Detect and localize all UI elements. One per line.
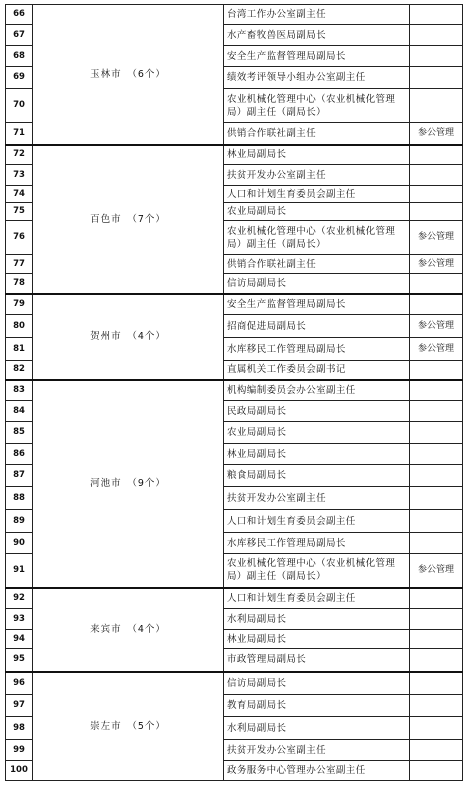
row-number: 83 bbox=[6, 380, 33, 401]
row-number: 91 bbox=[6, 554, 33, 588]
position-title: 招商促进局副局长 bbox=[224, 315, 410, 338]
position-title: 供销合作联社副主任 bbox=[224, 255, 410, 274]
row-number: 84 bbox=[6, 401, 33, 422]
position-title: 农业机械化管理中心（农业机械化管理局）副主任（副局长） bbox=[224, 554, 410, 588]
position-title: 粮食局副局长 bbox=[224, 465, 410, 487]
position-title: 林业局副局长 bbox=[224, 444, 410, 465]
row-number: 93 bbox=[6, 609, 33, 630]
row-number: 81 bbox=[6, 338, 33, 361]
row-number: 87 bbox=[6, 465, 33, 487]
remark bbox=[410, 533, 463, 554]
row-number: 68 bbox=[6, 46, 33, 67]
row-number: 85 bbox=[6, 422, 33, 444]
row-number: 78 bbox=[6, 274, 33, 294]
position-title: 水利局副局长 bbox=[224, 717, 410, 740]
table-row bbox=[6, 5, 463, 25]
remark bbox=[410, 740, 463, 761]
position-title: 水利局副局长 bbox=[224, 609, 410, 630]
position-title: 机构编制委员会办公室副主任 bbox=[224, 380, 410, 401]
remark bbox=[410, 145, 463, 165]
position-title: 政务服务中心管理办公室副主任 bbox=[224, 761, 410, 781]
remark bbox=[410, 294, 463, 315]
table-row bbox=[6, 145, 463, 165]
remark bbox=[410, 5, 463, 25]
remark bbox=[410, 717, 463, 740]
remark bbox=[410, 672, 463, 695]
row-number: 92 bbox=[6, 588, 33, 609]
remark: 参公管理 bbox=[410, 255, 463, 274]
remark: 参公管理 bbox=[410, 338, 463, 361]
position-title: 水库移民工作管理局副局长 bbox=[224, 338, 410, 361]
position-title: 供销合作联社副主任 bbox=[224, 123, 410, 145]
row-number: 71 bbox=[6, 123, 33, 145]
table-row bbox=[6, 672, 463, 695]
remark bbox=[410, 630, 463, 649]
remark bbox=[410, 274, 463, 294]
row-number: 100 bbox=[6, 761, 33, 781]
row-number: 69 bbox=[6, 67, 33, 89]
table-row bbox=[6, 380, 463, 401]
table-body bbox=[6, 5, 463, 781]
position-title: 扶贫开发办公室副主任 bbox=[224, 740, 410, 761]
position-title: 市政管理局副局长 bbox=[224, 649, 410, 672]
position-title: 农业机械化管理中心（农业机械化管理局）副主任（副局长） bbox=[224, 89, 410, 123]
remark bbox=[410, 25, 463, 46]
row-number: 97 bbox=[6, 695, 33, 717]
row-number: 82 bbox=[6, 361, 33, 380]
row-number: 72 bbox=[6, 145, 33, 165]
remark bbox=[410, 89, 463, 123]
remark bbox=[410, 609, 463, 630]
row-number: 95 bbox=[6, 649, 33, 672]
position-title: 水产畜牧兽医局副局长 bbox=[224, 25, 410, 46]
position-title: 水库移民工作管理局副局长 bbox=[224, 533, 410, 554]
position-title: 安全生产监督管理局副局长 bbox=[224, 46, 410, 67]
city-name: 贺州市 （4个） bbox=[33, 294, 224, 380]
row-number: 79 bbox=[6, 294, 33, 315]
remark bbox=[410, 401, 463, 422]
row-number: 66 bbox=[6, 5, 33, 25]
remark: 参公管理 bbox=[410, 554, 463, 588]
remark bbox=[410, 649, 463, 672]
row-number: 70 bbox=[6, 89, 33, 123]
remark bbox=[410, 46, 463, 67]
position-title: 教育局副局长 bbox=[224, 695, 410, 717]
position-title: 林业局副局长 bbox=[224, 630, 410, 649]
remark bbox=[410, 203, 463, 221]
remark bbox=[410, 761, 463, 781]
remark bbox=[410, 510, 463, 533]
position-title: 农业机械化管理中心（农业机械化管理局）副主任（副局长） bbox=[224, 221, 410, 255]
remark bbox=[410, 67, 463, 89]
position-title: 安全生产监督管理局副局长 bbox=[224, 294, 410, 315]
row-number: 77 bbox=[6, 255, 33, 274]
row-number: 89 bbox=[6, 510, 33, 533]
remark bbox=[410, 487, 463, 510]
row-number: 67 bbox=[6, 25, 33, 46]
position-title: 民政局副局长 bbox=[224, 401, 410, 422]
remark: 参公管理 bbox=[410, 123, 463, 145]
position-title: 台湾工作办公室副主任 bbox=[224, 5, 410, 25]
remark: 参公管理 bbox=[410, 315, 463, 338]
city-name: 玉林市 （6个） bbox=[33, 5, 224, 145]
position-table bbox=[5, 4, 463, 781]
row-number: 98 bbox=[6, 717, 33, 740]
position-title: 农业局副局长 bbox=[224, 203, 410, 221]
row-number: 99 bbox=[6, 740, 33, 761]
row-number: 73 bbox=[6, 165, 33, 186]
row-number: 90 bbox=[6, 533, 33, 554]
position-title: 人口和计划生育委员会副主任 bbox=[224, 186, 410, 203]
remark bbox=[410, 465, 463, 487]
row-number: 74 bbox=[6, 186, 33, 203]
position-title: 农业局副局长 bbox=[224, 422, 410, 444]
position-title: 绩效考评领导小组办公室副主任 bbox=[224, 67, 410, 89]
row-number: 76 bbox=[6, 221, 33, 255]
city-name: 崇左市 （5个） bbox=[33, 672, 224, 781]
position-title: 林业局副局长 bbox=[224, 145, 410, 165]
remark bbox=[410, 444, 463, 465]
row-number: 88 bbox=[6, 487, 33, 510]
row-number: 86 bbox=[6, 444, 33, 465]
remark: 参公管理 bbox=[410, 221, 463, 255]
position-title: 信访局副局长 bbox=[224, 274, 410, 294]
row-number: 94 bbox=[6, 630, 33, 649]
position-title: 扶贫开发办公室副主任 bbox=[224, 165, 410, 186]
row-number: 75 bbox=[6, 203, 33, 221]
row-number: 80 bbox=[6, 315, 33, 338]
remark bbox=[410, 361, 463, 380]
remark bbox=[410, 422, 463, 444]
city-name: 百色市 （7个） bbox=[33, 145, 224, 294]
city-name: 河池市 （9个） bbox=[33, 380, 224, 588]
remark bbox=[410, 165, 463, 186]
position-title: 人口和计划生育委员会副主任 bbox=[224, 588, 410, 609]
remark bbox=[410, 588, 463, 609]
remark bbox=[410, 695, 463, 717]
position-title: 扶贫开发办公室副主任 bbox=[224, 487, 410, 510]
city-name: 来宾市 （4个） bbox=[33, 588, 224, 672]
remark bbox=[410, 380, 463, 401]
remark bbox=[410, 186, 463, 203]
position-title: 直属机关工作委员会副书记 bbox=[224, 361, 410, 380]
table-row bbox=[6, 294, 463, 315]
table-row bbox=[6, 588, 463, 609]
position-title: 信访局副局长 bbox=[224, 672, 410, 695]
row-number: 96 bbox=[6, 672, 33, 695]
position-title: 人口和计划生育委员会副主任 bbox=[224, 510, 410, 533]
